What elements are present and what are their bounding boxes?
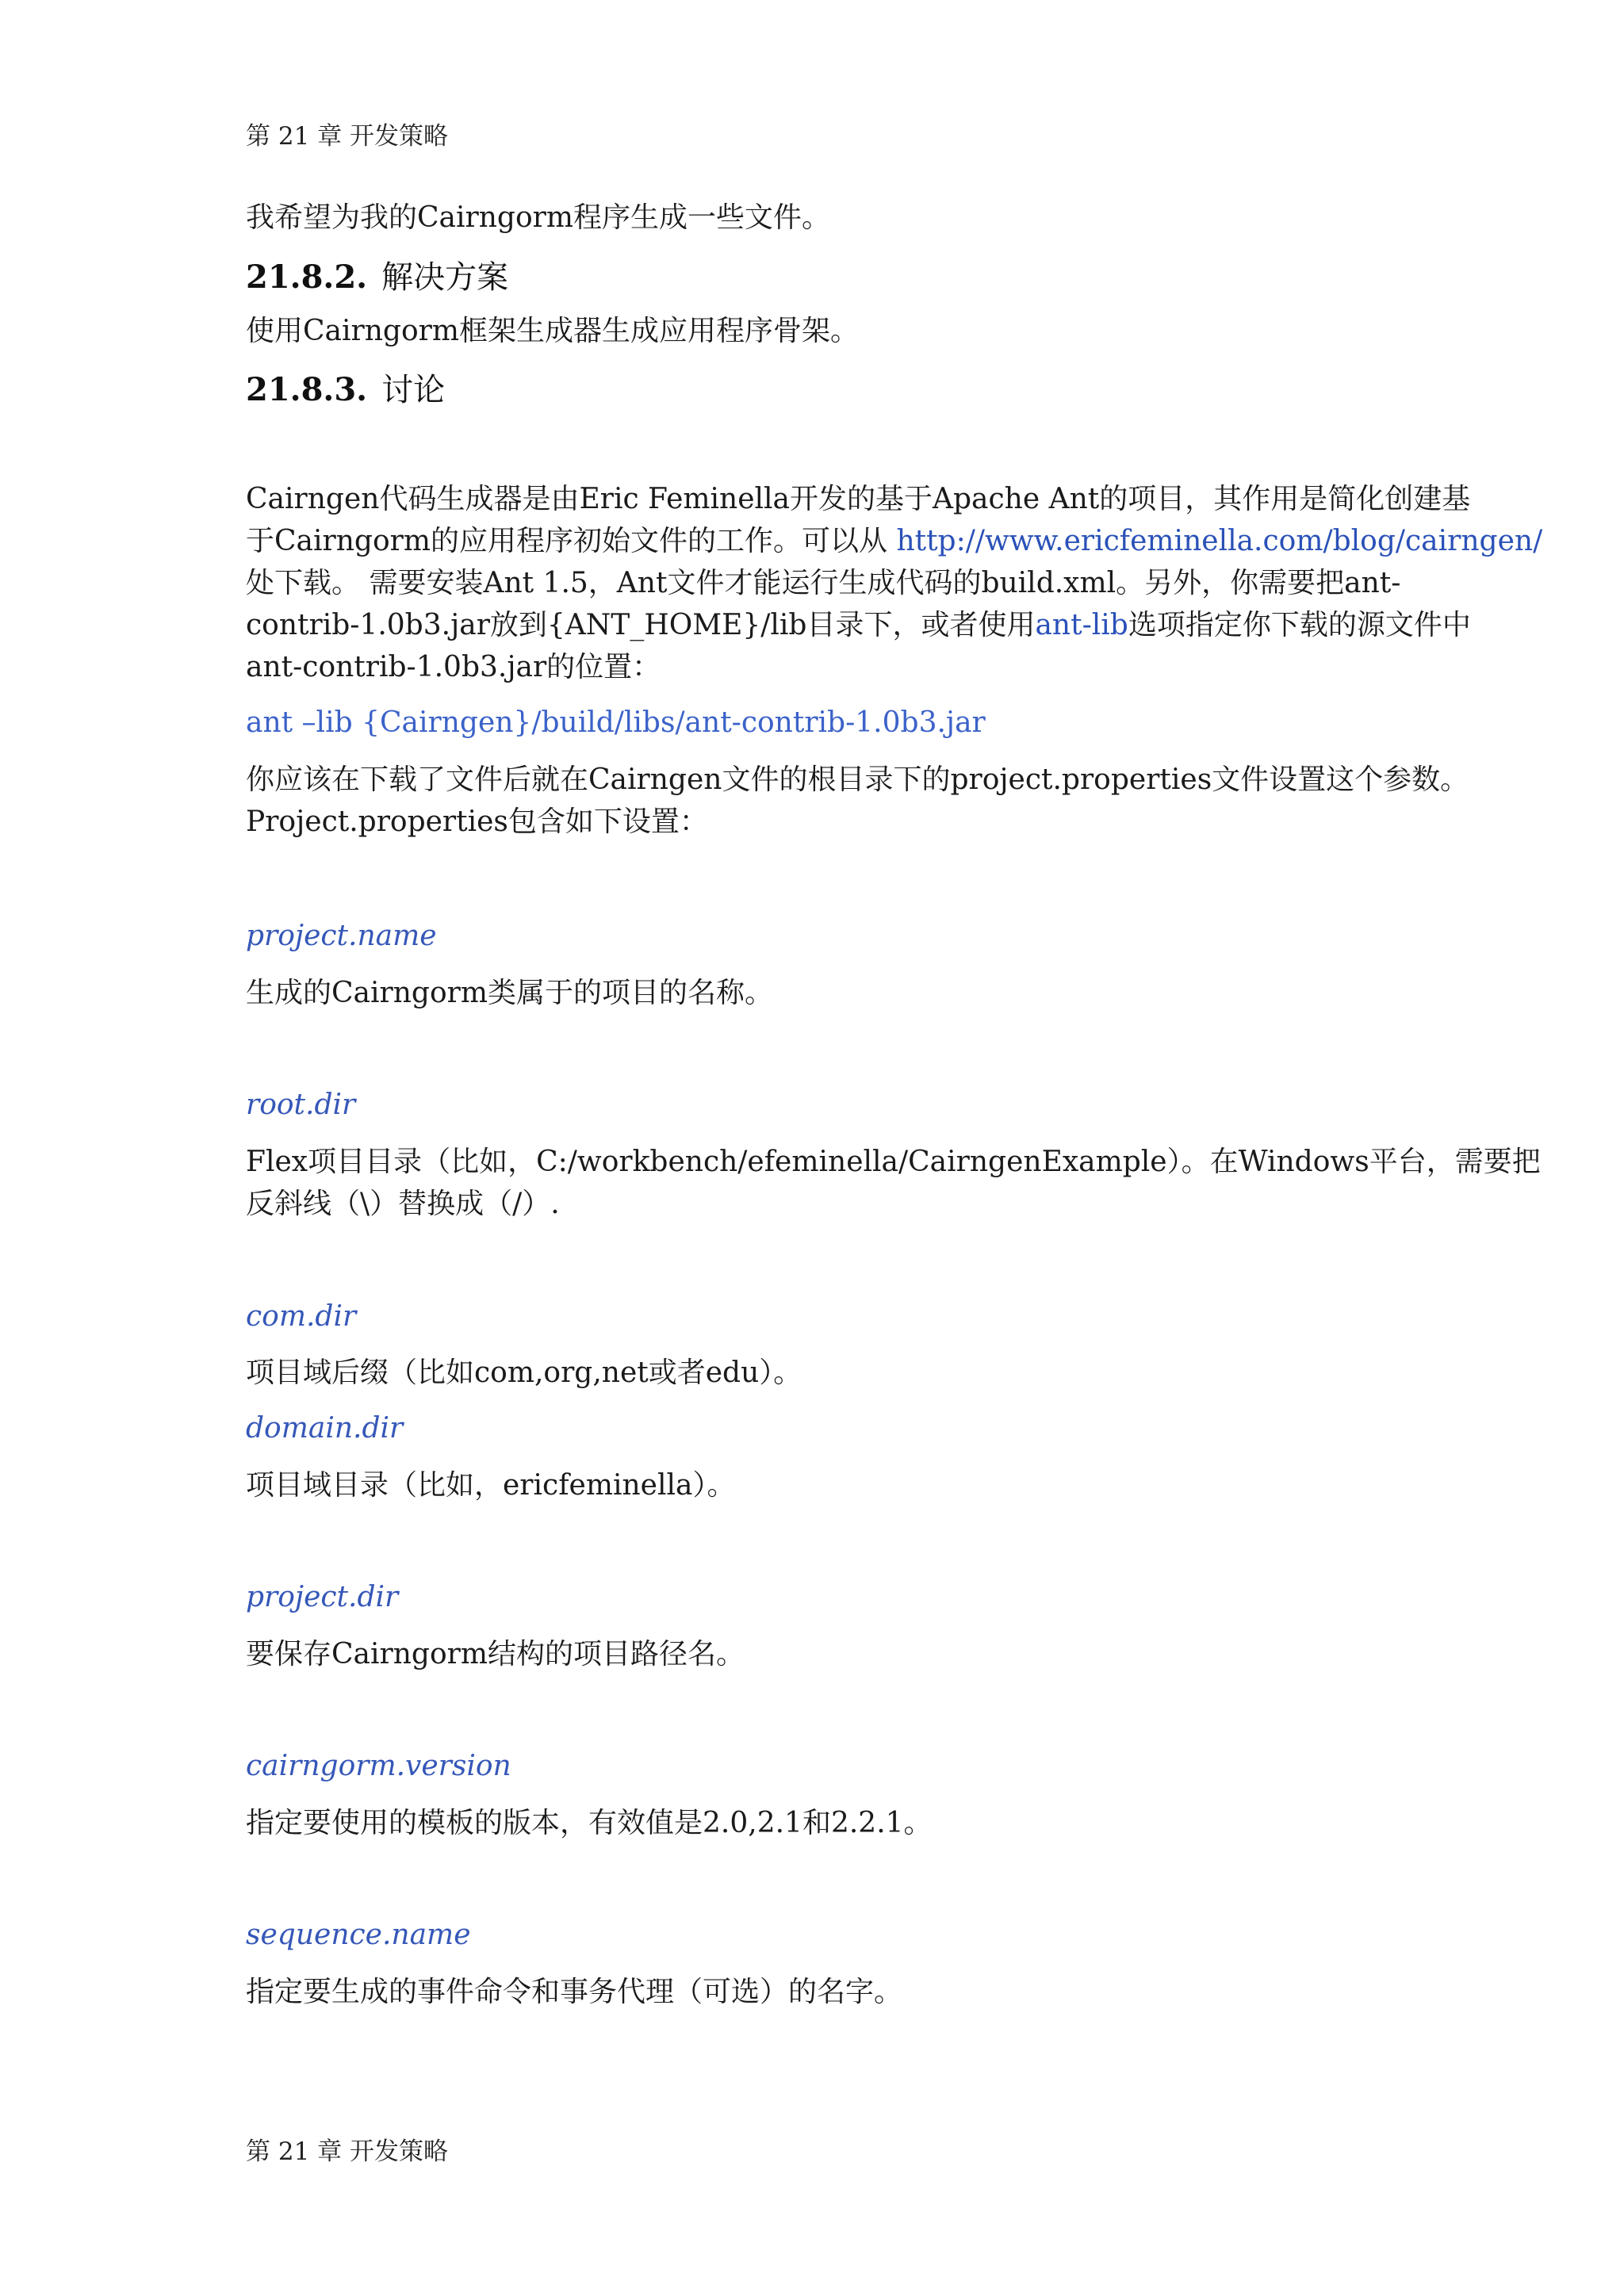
- discussion-text: 选项指定你下载的源文件中: [1128, 609, 1471, 641]
- property-name-root-dir: root.dir: [246, 1089, 356, 1121]
- discussion-text: contrib-1.0b3.jar放到{ANT_HOME}/lib目录下，或者使用: [246, 609, 1036, 641]
- property-name-project-dir: project.dir: [246, 1581, 399, 1613]
- cairngen-download-link[interactable]: http://www.ericfeminella.com/blog/cairngen/: [896, 525, 1543, 557]
- property-name-com-dir: com.dir: [246, 1300, 357, 1333]
- section-number: 21.8.2.: [246, 258, 368, 296]
- discussion-line-2: [246, 520, 1542, 563]
- section-heading-discussion: [246, 365, 445, 410]
- property-name-cairngorm-version: cairngorm.version: [246, 1750, 511, 1782]
- property-name-project-name: project.name: [246, 920, 437, 952]
- section-title: 解决方案: [381, 259, 509, 296]
- params-intro-line-1: 你应该在下载了文件后就在Cairngen文件的根目录下的project.properties文件设置这个参数。: [246, 763, 1469, 796]
- property-desc-root-dir-line-2: 反斜线（\）替换成（/）.: [246, 1188, 560, 1220]
- page-header: 第 21 章 开发策略: [246, 122, 449, 151]
- property-desc-project-dir: 要保存Cairngorm结构的项目路径名。: [246, 1638, 745, 1670]
- ant-lib-option: ant-lib: [1035, 609, 1128, 641]
- page-footer: 第 21 章 开发策略: [246, 2137, 449, 2166]
- discussion-text: 于Cairngorm的应用程序初始文件的工作。可以从: [246, 525, 897, 557]
- discussion-line-4: [246, 604, 1471, 647]
- section-heading-solution: [246, 252, 508, 297]
- intro-paragraph: 我希望为我的Cairngorm程序生成一些文件。: [246, 201, 830, 234]
- property-desc-root-dir: Flex项目目录（比如，C:/workbench/efeminella/CairngenExample）。在Windows平台，需要把: [246, 1146, 1541, 1178]
- property-name-sequence-name: sequence.name: [246, 1919, 471, 1951]
- property-desc-domain-dir: 项目域目录（比如，ericfeminella）。: [246, 1469, 736, 1502]
- property-desc-cairngorm-version: 指定要使用的模板的版本，有效值是2.0,2.1和2.2.1。: [246, 1807, 933, 1839]
- property-name-domain-dir: domain.dir: [246, 1412, 404, 1445]
- solution-paragraph: 使用Cairngorm框架生成器生成应用程序骨架。: [246, 315, 859, 347]
- section-title: 讨论: [381, 372, 446, 408]
- section-number: 21.8.3.: [246, 371, 368, 408]
- discussion-line-3: 处下载。 需要安装Ant 1.5，Ant文件才能运行生成代码的build.xml。另外，你需要把ant-: [246, 567, 1401, 599]
- discussion-line-5: ant-contrib-1.0b3.jar的位置：: [246, 651, 661, 683]
- discussion-line-1: Cairngen代码生成器是由Eric Feminella开发的基于Apache Ant的项目，其作用是简化创建基: [246, 483, 1471, 515]
- property-desc-com-dir: 项目域后缀（比如com,org,net或者edu）。: [246, 1357, 802, 1389]
- property-desc-sequence-name: 指定要生成的事件命令和事务代理（可选）的名字。: [246, 1976, 903, 2008]
- code-command-line: ant –lib {Cairngen}/build/libs/ant-contrib-1.0b3.jar: [246, 706, 986, 739]
- params-intro-line-2: Project.properties包含如下设置：: [246, 806, 708, 838]
- property-desc-project-name: 生成的Cairngorm类属于的项目的名称。: [246, 977, 773, 1009]
